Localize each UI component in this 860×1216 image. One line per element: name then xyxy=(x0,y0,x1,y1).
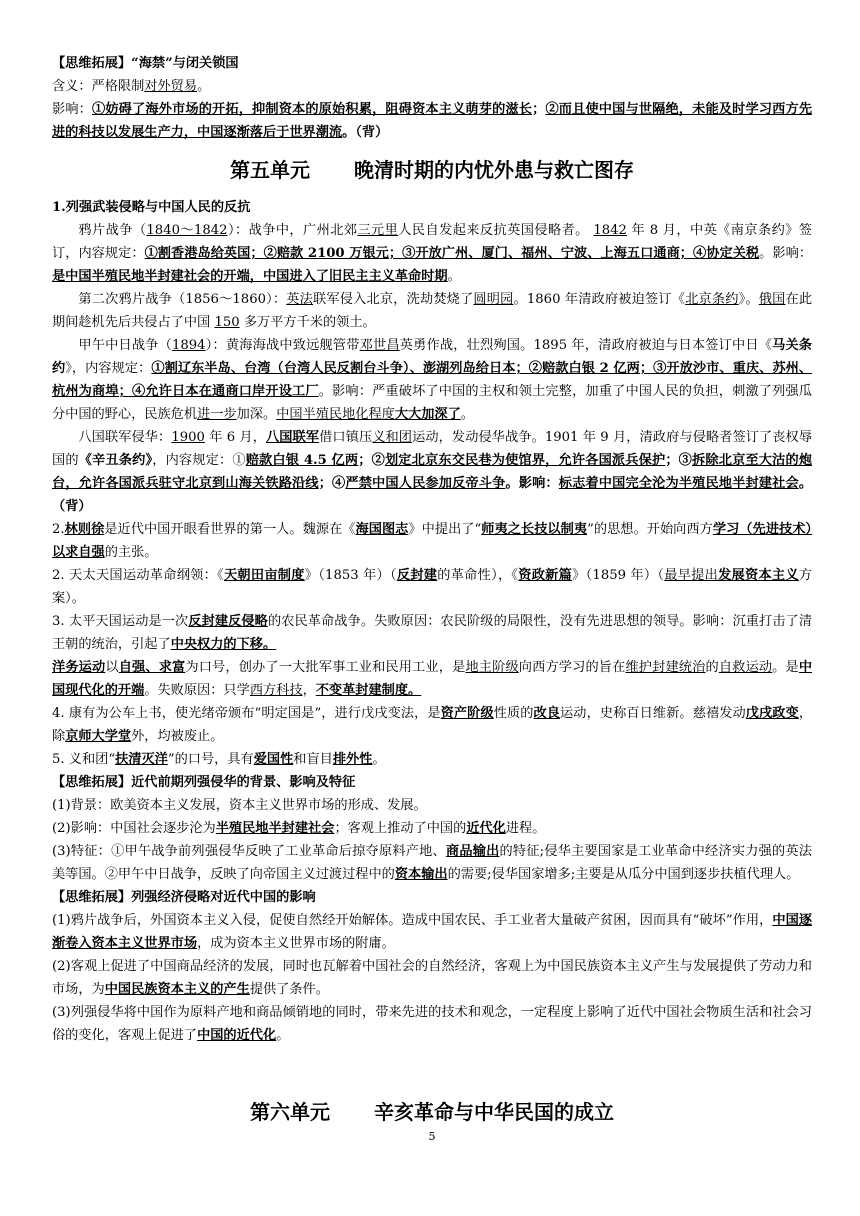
think-heading-haijin: 【思维拓展】“海禁”与闭关锁国 xyxy=(52,56,239,71)
section-heading-1: 1.列强武装侵略与中国人民的反抗 xyxy=(52,200,251,215)
paragraph-reform-1898: 4. 康有为公车上书，使光绪帝颁布“明定国是”，进行戊戌变法，是资产阶级性质的改良运动，史称百日维新。慈禧发动戊戌政变，除京师大学堂外，均被废止。 xyxy=(52,706,813,744)
paragraph-taiping-movement: 3. 太平天国运动是一次反封建反侵略的农民革命战争。失败原因：农民阶级的局限性，没有先进思想的领导。影响：沉重打击了清王朝的统治，引起了中央权力的下移。 xyxy=(52,614,813,652)
invasion-features: (3)特征：①甲午战争前列强侵华反映了工业革命后掠夺原料产地、商品输出的特征;侵华主要国家是工业革命中经济实力强的英法美等国。②甲午中日战争，反映了向帝国主义过渡过程中的资本输出的需要;侵华国家增多;主要是从瓜分中国到逐步扶植代理人。 xyxy=(52,844,812,882)
invasion-impact: (2)影响：中国社会逐步沦为半殖民地半封建社会；客观上推动了中国的近代化进程。 xyxy=(52,821,546,836)
paragraph-sino-japanese-war: 甲午中日战争（1894）：黄海海战中致远舰管带邓世昌英勇作战，壮烈殉国。1895 年，清政府被迫与日本签订中日《马关条约》，内容规定：①割辽东半岛、台湾（台湾人民反割台斗争）、澎湖列岛给日本；②赔款白银 2 亿两；③开放沙市、重庆、苏州、杭州为商埠；④允许日本在通商口岸开设工厂。影响：严重破坏了中国的主权和领土完整，加重了中国人民的负担，刺激了列强瓜分中国的野心，民族危机进一步加深。中国半殖民地化程度大大加深了。 xyxy=(52,338,812,422)
economic-impact-3: (3)列强侵华将中国作为原料产地和商品倾销地的同时，带来先进的技术和观念，一定程度上影响了近代中国社会物质生活和社会习俗的变化，客观上促进了中国的近代化。 xyxy=(52,1005,812,1043)
paragraph-opium-war: 鸦片战争（1840～1842）：战争中，广州北郊三元里人民自发起来反抗英国侵略者。 1842 年 8 月，中英《南京条约》签订，内容规定：①割香港岛给英国；②赔款 2100 万银元；③开放广州、厦门、福州、宁波、上海五口通商；④协定关税。影响：是中国半殖民地半封建社会的开端，中国进入了旧民主主义革命时期。 xyxy=(52,223,813,284)
think-heading-invasion: 【思维拓展】近代前期列强侵华的背景、影响及特征 xyxy=(52,775,356,790)
invasion-background: (1)背景：欧美资本主义发展，资本主义世界市场的形成、发展。 xyxy=(52,798,427,813)
paragraph-eight-nation-alliance: 八国联军侵华：1900 年 6 月，八国联军借口镇压义和团运动，发动侵华战争。1901 年 9 月，清政府与侵略者签订了丧权辱国的《辛丑条约》，内容规定：①赔款白银 4.5 亿两；②划定北京东交民巷为使馆界，允许各国派兵保护；③拆除北京至大沽的炮台，允许各国派兵驻守北京到山海关铁路沿线；④严禁中国人民参加反帝斗争。影响：标志着中国完全沦为半殖民地半封建社会。（背） xyxy=(52,430,813,514)
think-heading-economic: 【思维拓展】列强经济侵略对近代中国的影响 xyxy=(52,890,316,905)
paragraph-taiping-program: 2. 天太天国运动革命纲领：《天朝田亩制度》（1853 年）（反封建的革命性），《资政新篇》（1859 年）（最早提出发展资本主义方案）。 xyxy=(52,568,813,606)
unit5-title: 第五单元 晚清时期的内忧外患与救亡图存 xyxy=(230,158,634,182)
paragraph-westernization: 洋务运动以自强、求富为口号，创办了一大批军事工业和民用工业，是地主阶级向西方学习的旨在维护封建统治的自救运动。是中国现代化的开端。失败原因：只学西方科技，不变革封建制度。 xyxy=(52,660,813,698)
haijin-impact: 影响：①妨碍了海外市场的开拓，抑制资本的原始积累，阻碍资本主义萌芽的滋长；②而且使中国与世隔绝，未能及时学习西方先进的科技以发展生产力，中国逐渐落后于世界潮流。（背） xyxy=(52,102,813,140)
paragraph-boxer: 5. 义和团“扶清灭洋”的口号，具有爱国性和盲目排外性。 xyxy=(52,752,386,767)
document-page xyxy=(52,52,813,1143)
paragraph-second-opium-war: 第二次鸦片战争（1856～1860）：英法联军侵入北京，洗劫焚烧了圆明园。1860 年清政府被迫签订《北京条约》。俄国在此期间趁机先后共侵占了中国 150 多万平方千米的领土。 xyxy=(52,292,813,330)
economic-impact-2: (2)客观上促进了中国商品经济的发展，同时也瓦解着中国社会的自然经济，客观上为中国民族资本主义产生与发展提供了劳动力和市场，为中国民族资本主义的产生提供了条件。 xyxy=(52,959,812,997)
page-number: 5 xyxy=(428,1130,436,1143)
paragraph-lin-zexu: 2.林则徐是近代中国开眼看世界的第一人。魏源在《海国图志》中提出了“师夷之长技以制夷”的思想。开始向西方学习（先进技术）以求自强的主张。 xyxy=(52,522,813,560)
haijin-meaning: 含义：严格限制对外贸易。 xyxy=(52,79,211,94)
economic-impact-1: (1)鸦片战争后，外国资本主义入侵，促使自然经开始解体。造成中国农民、手工业者大量破产贫困，因而具有“破坏”作用，中国逐渐卷入资本主义世界市场，成为资本主义世界市场的附庸。 xyxy=(52,913,812,951)
unit6-title: 第六单元 辛亥革命与中华民国的成立 xyxy=(250,1100,614,1124)
